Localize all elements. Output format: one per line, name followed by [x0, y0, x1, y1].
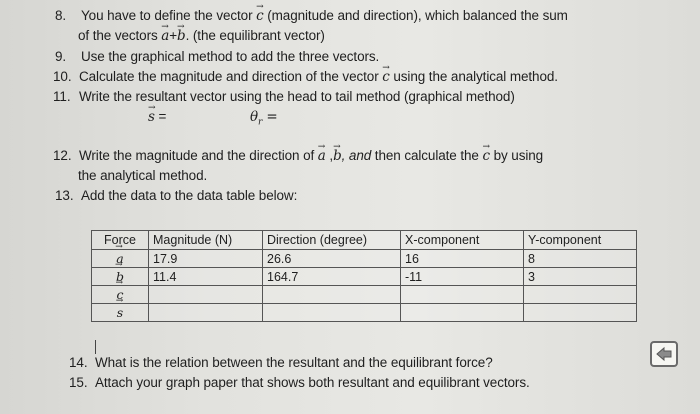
cell-magnitude[interactable]	[149, 304, 263, 322]
header-direction: Direction (degree)	[263, 231, 401, 250]
vector-c: → c	[482, 148, 489, 164]
header-x-component: X-component	[401, 231, 524, 250]
cell-direction[interactable]: 164.7	[263, 268, 401, 286]
vector-c: → c	[256, 8, 263, 24]
table-row	[92, 304, 637, 322]
cell-force: → a	[92, 250, 149, 268]
cell-y-component[interactable]	[524, 304, 637, 322]
cell-magnitude[interactable]: 17.9	[149, 250, 263, 268]
theta-line: $\theta_r$ =	[250, 109, 278, 128]
item-14: 14. What is the relation between the resultant and the equilibrant force?	[69, 355, 493, 370]
cell-x-component[interactable]	[401, 286, 524, 304]
table-row	[92, 250, 637, 268]
item-8-continued: of the vectors → a+→ b. (the equilibrant vector)	[78, 28, 325, 44]
cell-x-component[interactable]: 16	[401, 250, 524, 268]
cell-direction[interactable]: 26.6	[263, 250, 401, 268]
data-table	[91, 230, 637, 322]
cell-direction[interactable]	[263, 286, 401, 304]
item-11: 11. Write the resultant vector using the head to tail method (graphical method)	[53, 89, 515, 104]
cell-magnitude[interactable]: 11.4	[149, 268, 263, 286]
item-15: 15. Attach your graph paper that shows both resultant and equilibrant vectors.	[69, 375, 530, 390]
item-8: 8. You have to define the vector → c (magnitude and direction), which balanced the sum	[55, 8, 568, 24]
cell-x-component[interactable]: -11	[401, 268, 524, 286]
item-13: 13. Add the data to the data table below:	[55, 188, 298, 203]
vector-s: → s	[148, 109, 155, 125]
table-header-row	[92, 231, 637, 250]
cell-y-component[interactable]: 8	[524, 250, 637, 268]
cell-force: → c	[92, 286, 149, 304]
item-12: 12. Write the magnitude and the direction of → a ,→ b, and then calculate the → c by using	[53, 148, 543, 164]
vector-a: → a	[318, 148, 326, 164]
cell-y-component[interactable]: 3	[524, 268, 637, 286]
item-10: 10. Calculate the magnitude and direction of the vector → c using the analytical method.	[53, 69, 558, 85]
vector-c: → c	[382, 69, 389, 85]
text-cursor	[95, 340, 96, 354]
cell-y-component[interactable]	[524, 286, 637, 304]
cell-magnitude[interactable]	[149, 286, 263, 304]
resultant-line: → s =	[148, 109, 166, 125]
cell-direction[interactable]	[263, 304, 401, 322]
header-y-component: Y-component	[524, 231, 637, 250]
header-magnitude: Magnitude (N)	[149, 231, 263, 250]
item-12-continued: the analytical method.	[78, 168, 208, 183]
table-row	[92, 286, 637, 304]
vector-b: → b	[177, 28, 186, 44]
table-row	[92, 268, 637, 286]
cell-x-component[interactable]	[401, 304, 524, 322]
cell-force: → s	[92, 304, 149, 322]
cell-force: → b	[92, 268, 149, 286]
expand-arrow-glyph	[655, 346, 673, 362]
header-force: Force	[92, 231, 149, 250]
expand-arrow-icon[interactable]	[650, 341, 678, 367]
item-9: 9. Use the graphical method to add the three vectors.	[55, 49, 380, 64]
vector-a: → a	[161, 28, 169, 44]
vector-b: → b	[333, 148, 342, 164]
